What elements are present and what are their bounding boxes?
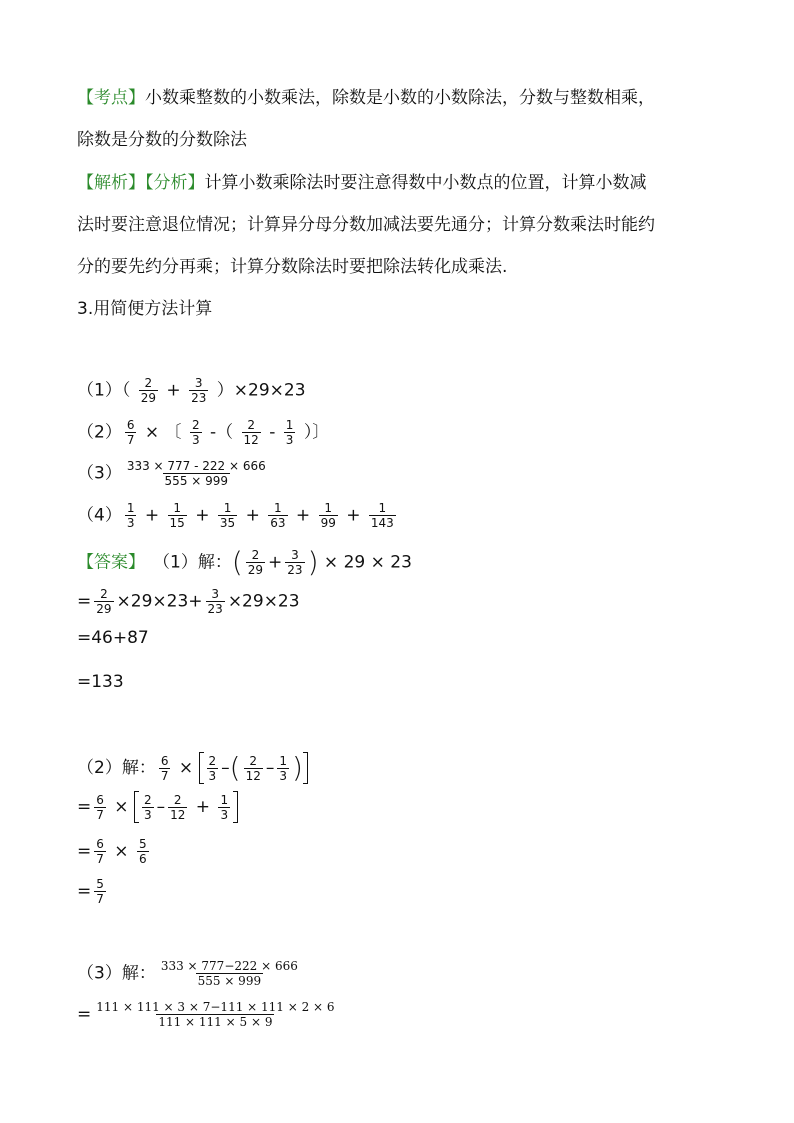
numerator: 1 xyxy=(324,501,333,515)
numerator: 6 xyxy=(160,753,169,768)
problem-1-tail: ）×29×23 xyxy=(216,380,306,401)
fraction xyxy=(125,501,137,530)
plus-sign: + xyxy=(346,505,361,526)
kaodian-line-1 xyxy=(77,86,655,110)
numerator: 2 xyxy=(247,418,255,432)
problem-4 xyxy=(77,501,399,530)
problem-2-tail: ）〕 xyxy=(303,422,330,443)
fraction xyxy=(207,754,219,783)
denominator: 3 xyxy=(208,768,217,783)
equals-sign: = xyxy=(77,841,92,862)
numerator: 5 xyxy=(138,837,147,851)
denominator: 3 xyxy=(126,516,135,530)
answer-3 xyxy=(77,959,303,988)
answer-1-step-3: =133 xyxy=(77,672,124,692)
fraction xyxy=(218,501,237,530)
fraction xyxy=(159,754,171,783)
fraction xyxy=(242,418,261,447)
denominator: 3 xyxy=(191,433,200,447)
fraction xyxy=(139,376,158,405)
numerator: 1 xyxy=(126,501,135,515)
fenxi-tag: 【分析】 xyxy=(145,173,205,193)
problem-4-label: （4） xyxy=(77,505,122,526)
fraction xyxy=(206,587,225,616)
problem-2-label: （2） xyxy=(77,422,122,443)
open-paren: ( xyxy=(229,751,241,784)
equals-sign: = xyxy=(77,797,92,817)
fraction xyxy=(168,501,187,530)
answer-1-step-2: =46+87 xyxy=(77,628,149,648)
jiexi-line-2: 法时要注意退位情况；计算异分母分数加减法要先通分；计算分数乘法时能约 xyxy=(77,215,655,235)
plus-sign: + xyxy=(195,797,211,817)
fraction xyxy=(244,754,263,783)
problem-3 xyxy=(77,459,271,488)
fraction xyxy=(190,418,202,447)
problem-3-label: （3） xyxy=(77,463,122,484)
denominator: 3 xyxy=(285,433,294,447)
kaodian-tag: 【考点】 xyxy=(77,88,145,108)
fraction xyxy=(125,418,137,447)
numerator: 111 × 111 × 3 × 7−111 × 111 × 2 × 6 xyxy=(96,1000,335,1014)
denominator: 15 xyxy=(169,516,185,530)
jiexi-line-1 xyxy=(77,171,647,195)
numerator: 6 xyxy=(96,837,104,851)
problem-1-open-paren: （ xyxy=(121,380,131,401)
equals-sign: = xyxy=(77,1004,92,1025)
left-bracket: 〔 xyxy=(164,422,182,443)
numerator: 2 xyxy=(251,548,260,562)
problem-2 xyxy=(77,418,329,447)
denominator: 7 xyxy=(96,807,104,822)
numerator: 2 xyxy=(208,753,217,768)
numerator: 1 xyxy=(220,792,229,807)
denominator: 7 xyxy=(96,852,104,866)
fraction xyxy=(218,793,230,822)
fraction xyxy=(369,501,396,530)
times-sign: × xyxy=(144,422,160,443)
plus-sign: + xyxy=(195,505,210,526)
denominator: 29 xyxy=(140,391,157,405)
denominator: 23 xyxy=(207,602,223,616)
right-bracket xyxy=(233,791,238,823)
denominator: 555 × 999 xyxy=(197,974,262,988)
numerator: 6 xyxy=(126,418,135,432)
denominator: 3 xyxy=(220,807,229,822)
denominator: 7 xyxy=(160,768,169,783)
numerator: 5 xyxy=(96,877,104,891)
times-sign: × xyxy=(178,758,194,778)
numerator: 1 xyxy=(173,501,181,515)
denominator: 12 xyxy=(170,807,186,822)
kaodian-line-2: 除数是分数的分数除法 xyxy=(77,130,247,150)
fraction xyxy=(137,837,149,866)
denominator: 23 xyxy=(191,391,207,405)
numerator: 1 xyxy=(279,753,288,768)
denominator: 35 xyxy=(219,516,236,530)
answer-3-step-1 xyxy=(77,1000,340,1029)
fraction xyxy=(319,501,338,530)
answer-2 xyxy=(77,752,308,784)
close-paren: ) xyxy=(292,751,303,784)
fraction xyxy=(94,587,113,616)
fraction xyxy=(94,1000,336,1029)
answer-1-step-1 xyxy=(77,587,300,616)
denominator: 555 × 999 xyxy=(164,474,229,488)
denominator: 12 xyxy=(243,433,259,447)
times-sign: × xyxy=(114,841,129,862)
answer-1 xyxy=(77,545,412,579)
numerator: 2 xyxy=(144,376,153,390)
fraction xyxy=(94,837,106,866)
close-paren: ) xyxy=(307,545,319,579)
fraction xyxy=(168,793,187,822)
denominator: 99 xyxy=(320,516,336,530)
numerator: 2 xyxy=(191,418,200,432)
fraction xyxy=(284,418,296,447)
open-paren: ( xyxy=(231,545,243,579)
numerator: 3 xyxy=(211,587,219,601)
numerator: 2 xyxy=(173,792,182,807)
numerator: 1 xyxy=(223,501,232,515)
expression-tail: ×29×23 xyxy=(227,591,300,612)
answer-tag: 【答案】 xyxy=(77,552,145,573)
minus-sign: – xyxy=(221,758,230,778)
denominator: 7 xyxy=(126,433,135,447)
denominator: 7 xyxy=(96,892,104,906)
kaodian-text-1: 小数乘整数的小数乘法，除数是小数的小数除法，分数与整数相乘， xyxy=(145,88,655,108)
denominator: 111 × 111 × 5 × 9 xyxy=(158,1015,273,1029)
plus-sign: + xyxy=(245,505,260,526)
fraction xyxy=(285,548,304,577)
denominator: 6 xyxy=(138,852,147,866)
numerator: 3 xyxy=(194,376,203,390)
answer-1-label: （1）解： xyxy=(153,552,232,573)
fraction xyxy=(246,548,265,577)
denominator: 12 xyxy=(245,768,261,783)
minus-open-paren: -（ xyxy=(209,422,234,443)
fraction xyxy=(94,793,106,822)
fraction xyxy=(125,459,268,488)
equals-sign: = xyxy=(77,881,92,902)
denominator: 143 xyxy=(370,516,394,530)
numerator: 6 xyxy=(96,792,104,807)
problem-1 xyxy=(77,376,306,405)
fraction xyxy=(189,376,208,405)
plus-sign: + xyxy=(144,505,160,526)
fraction xyxy=(142,793,154,822)
minus-sign: – xyxy=(156,797,166,817)
plus-sign: + xyxy=(166,380,181,401)
numerator: 1 xyxy=(274,501,282,515)
jiexi-text-1: 计算小数乘除法时要注意得数中小数点的位置，计算小数减 xyxy=(204,173,647,193)
answer-2-step-1 xyxy=(77,791,238,823)
answer-1-tail: × 29 × 23 xyxy=(323,552,412,573)
fraction xyxy=(159,959,300,988)
left-bracket xyxy=(134,791,139,823)
problem-1-label: （1） xyxy=(77,380,122,401)
numerator: 1 xyxy=(378,501,387,515)
minus-sign: - xyxy=(269,422,276,443)
denominator: 23 xyxy=(287,563,303,577)
jiexi-tag: 【解析】 xyxy=(77,173,145,193)
left-bracket xyxy=(199,752,204,784)
numerator: 3 xyxy=(291,548,299,562)
answer-2-step-2 xyxy=(77,837,152,866)
denominator: 29 xyxy=(247,563,264,577)
fraction xyxy=(268,501,287,530)
answer-2-label: （2）解： xyxy=(77,758,156,778)
jiexi-line-3: 分的要先约分再乘；计算分数除法时要把除法转化成乘法. xyxy=(77,257,508,277)
numerator: 333 × 777−222 × 666 xyxy=(160,959,298,973)
denominator: 3 xyxy=(279,768,288,783)
numerator: 2 xyxy=(100,587,108,601)
minus-sign: – xyxy=(265,758,275,778)
numerator: 2 xyxy=(143,792,152,807)
question-3-title: 3.用简便方法计算 xyxy=(77,299,213,319)
answer-3-label: （3）解： xyxy=(77,963,156,984)
answer-2-step-3 xyxy=(77,877,109,906)
numerator: 1 xyxy=(285,418,294,432)
denominator: 63 xyxy=(270,516,286,530)
equals-sign: = xyxy=(77,591,92,612)
plus-sign: + xyxy=(268,552,283,573)
denominator: 29 xyxy=(96,602,112,616)
fraction xyxy=(94,877,106,906)
expression-mid: ×29×23+ xyxy=(116,591,203,612)
numerator: 2 xyxy=(249,753,258,768)
right-bracket xyxy=(303,752,308,784)
denominator: 3 xyxy=(143,807,152,822)
plus-sign: + xyxy=(295,505,311,526)
numerator: 333 × 777 - 222 × 666 xyxy=(126,459,266,473)
times-sign: × xyxy=(114,797,129,817)
fraction xyxy=(277,754,289,783)
